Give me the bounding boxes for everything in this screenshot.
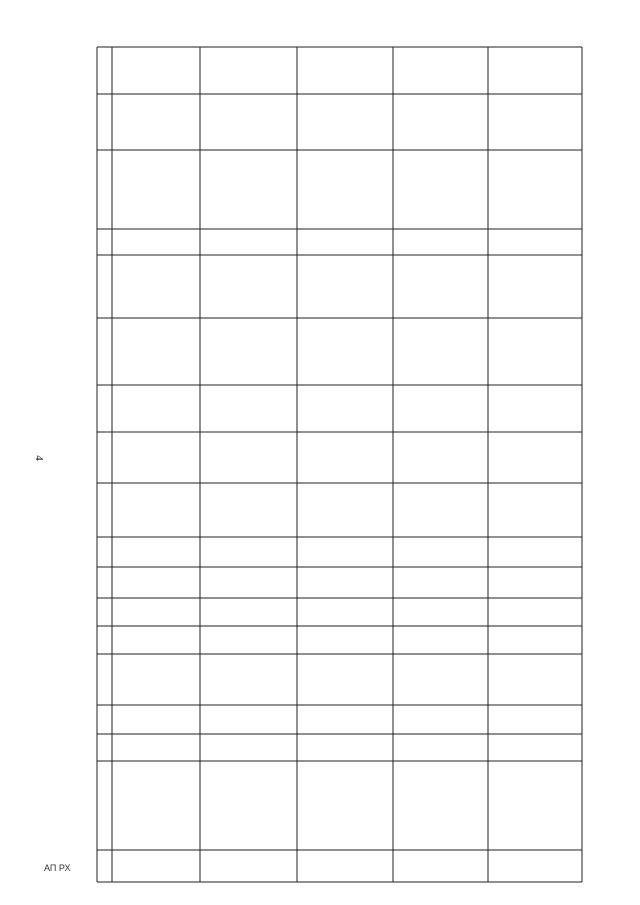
table-cell-address bbox=[202, 765, 295, 865]
table-cell-cost-region bbox=[112, 318, 200, 385]
table-cell-year-repair bbox=[488, 734, 582, 761]
table-cell-row-number bbox=[112, 852, 200, 880]
column-number bbox=[97, 598, 112, 626]
table-cell-cost-local bbox=[488, 255, 582, 318]
table-cell-living-area-a bbox=[488, 567, 582, 598]
table-cell-row-number bbox=[297, 852, 393, 880]
table-cell-cost-total bbox=[112, 432, 200, 483]
table-cell-total-area bbox=[393, 598, 488, 626]
table-cell-cost-total bbox=[297, 432, 393, 483]
column-number bbox=[97, 850, 112, 882]
table-cell-living-area-b bbox=[393, 537, 488, 567]
table-cell-cost-owners bbox=[297, 229, 393, 255]
column-number bbox=[97, 483, 112, 537]
table-cell-cost-region bbox=[393, 318, 488, 385]
table-cell-living-area-b bbox=[488, 537, 582, 567]
table-cell-unit-cost bbox=[393, 150, 488, 229]
table-cell-cost-owners bbox=[200, 229, 297, 255]
table-cell-address bbox=[395, 765, 486, 865]
table-cell-entrances bbox=[297, 626, 393, 654]
table-cell-year-repair bbox=[393, 734, 488, 761]
table-cell-max-unit-cost bbox=[297, 94, 393, 150]
footer-stamp: АП РХ bbox=[44, 863, 71, 873]
table-cell-cost-fund bbox=[488, 385, 582, 432]
table-cell-living-area-a bbox=[112, 567, 200, 598]
table-cell-cost-region bbox=[488, 318, 582, 385]
table-cell-deadline bbox=[297, 47, 393, 94]
table-cell-year-repair bbox=[200, 734, 297, 761]
table-cell-row-number bbox=[393, 852, 488, 880]
table-cell-unit-cost bbox=[488, 150, 582, 229]
table-cell-cost-region bbox=[200, 318, 297, 385]
table-cell-year-repair bbox=[112, 734, 200, 761]
table-cell-entrances bbox=[488, 626, 582, 654]
table-cell-living-area-b bbox=[200, 537, 297, 567]
table-cell-address bbox=[490, 765, 580, 865]
table-cell-floors bbox=[393, 654, 488, 705]
table-cell-row-number bbox=[488, 852, 582, 880]
table-cell-total-area bbox=[488, 598, 582, 626]
table-cell-unit-cost bbox=[297, 150, 393, 229]
table-cell-unit-cost bbox=[112, 150, 200, 229]
table-cell-deadline bbox=[488, 47, 582, 94]
table-cell-deadline bbox=[393, 47, 488, 94]
table-cell-cost-total bbox=[200, 432, 297, 483]
table-cell-cost-fund bbox=[297, 385, 393, 432]
table-cell-year-repair bbox=[297, 734, 393, 761]
table-cell-cost-fund bbox=[393, 385, 488, 432]
table-cell-residents bbox=[297, 483, 393, 537]
table-cell-floors bbox=[297, 654, 393, 705]
table-cell-work bbox=[200, 705, 297, 734]
table-cell-floors bbox=[200, 654, 297, 705]
table-cell-address bbox=[299, 765, 391, 865]
table-cell-max-unit-cost bbox=[393, 94, 488, 150]
table-cell-cost-fund bbox=[112, 385, 200, 432]
table-cell-max-unit-cost bbox=[200, 94, 297, 150]
table-cell-living-area-b bbox=[112, 537, 200, 567]
table-cell-entrances bbox=[200, 626, 297, 654]
column-number bbox=[97, 567, 112, 598]
table-cell-unit-cost bbox=[200, 150, 297, 229]
column-number bbox=[97, 318, 112, 385]
column-number bbox=[97, 432, 112, 483]
table-cell-living-area-b bbox=[297, 537, 393, 567]
table-cell-deadline bbox=[200, 47, 297, 94]
page-number: 4 bbox=[32, 455, 45, 461]
table-cell-work bbox=[488, 705, 582, 734]
column-number bbox=[97, 47, 112, 94]
table-cell-total-area bbox=[200, 598, 297, 626]
table-cell-residents bbox=[200, 483, 297, 537]
table-cell-address bbox=[114, 765, 198, 865]
table-cell-cost-local bbox=[112, 255, 200, 318]
column-number bbox=[97, 705, 112, 734]
table-cell-total-area bbox=[297, 598, 393, 626]
table-cell-living-area-a bbox=[393, 567, 488, 598]
table-cell-entrances bbox=[112, 626, 200, 654]
table-cell-cost-region bbox=[297, 318, 393, 385]
table-cell-floors bbox=[112, 654, 200, 705]
column-number bbox=[97, 94, 112, 150]
column-number bbox=[97, 150, 112, 229]
table-cell-deadline bbox=[112, 47, 200, 94]
table-cell-max-unit-cost bbox=[488, 94, 582, 150]
table-cell-work bbox=[297, 705, 393, 734]
table-cell-living-area-a bbox=[200, 567, 297, 598]
table-cell-cost-local bbox=[200, 255, 297, 318]
column-number bbox=[97, 654, 112, 705]
table-cell-cost-owners bbox=[112, 229, 200, 255]
table-cell-row-number bbox=[200, 852, 297, 880]
table-cell-residents bbox=[393, 483, 488, 537]
column-number bbox=[97, 255, 112, 318]
table-cell-cost-local bbox=[393, 255, 488, 318]
column-number bbox=[97, 734, 112, 761]
table-cell-cost-total bbox=[488, 432, 582, 483]
table-cell-floors bbox=[488, 654, 582, 705]
table-cell-cost-total bbox=[393, 432, 488, 483]
table-cell-living-area-a bbox=[297, 567, 393, 598]
column-number bbox=[97, 229, 112, 255]
table-cell-cost-fund bbox=[200, 385, 297, 432]
table-cell-work bbox=[393, 705, 488, 734]
table-cell-cost-owners bbox=[393, 229, 488, 255]
table-cell-residents bbox=[112, 483, 200, 537]
column-number bbox=[97, 537, 112, 567]
table-cell-cost-owners bbox=[488, 229, 582, 255]
column-number bbox=[97, 626, 112, 654]
column-number bbox=[97, 385, 112, 432]
table-cell-max-unit-cost bbox=[112, 94, 200, 150]
table-cell-total-area bbox=[112, 598, 200, 626]
table-cell-cost-local bbox=[297, 255, 393, 318]
table-cell-work bbox=[112, 705, 200, 734]
table-cell-residents bbox=[488, 483, 582, 537]
table-cell-entrances bbox=[393, 626, 488, 654]
